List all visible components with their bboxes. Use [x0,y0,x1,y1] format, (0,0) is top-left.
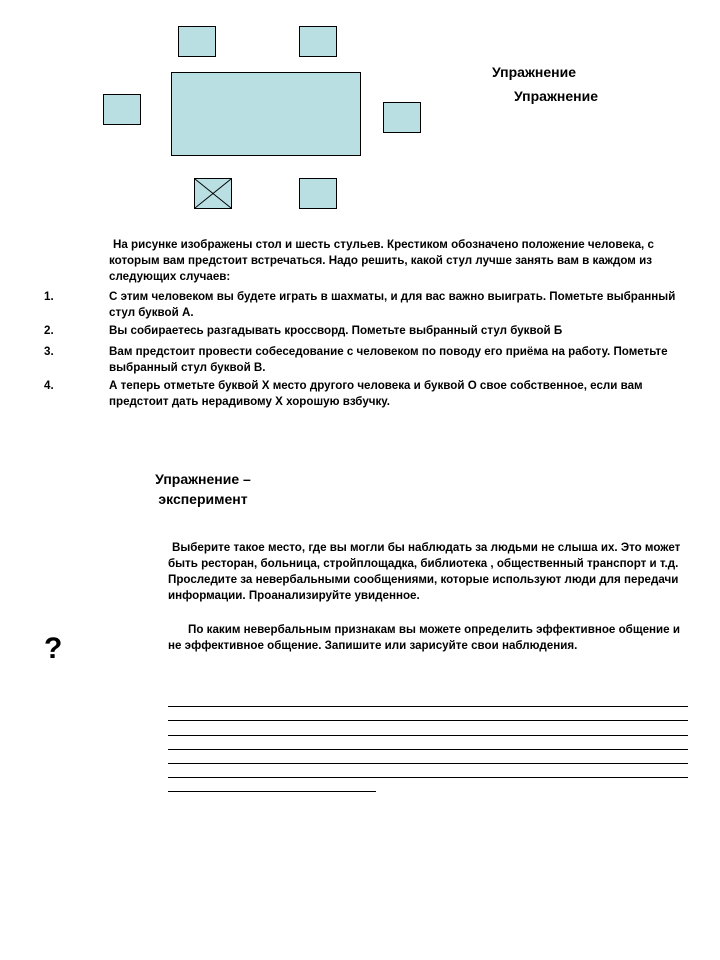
heading-exercise-1: Упражнение [492,64,576,80]
item-text: С этим человеком вы будете играть в шахматы, и для вас важно выиграть. Пометьте выбранный стул буквой А. [109,290,676,319]
heading-exercise-2: Упражнение [514,88,598,104]
chair-left [103,94,141,125]
answer-line [168,778,376,792]
item-number: 1. [44,290,54,303]
answer-lines [168,693,688,792]
item-text: Вам предстоит провести собеседование с человеком по поводу его приёма на работу. Пометьте выбранный стул буквой В. [109,345,668,374]
answer-line [168,693,688,707]
chair-bottom-right [299,178,337,209]
exercise2-paragraph-1: Выберите такое место, где вы могли бы наблюдать за людьми не слыша их. Это может быть ресторан, больница, стройплощадка, библиотека , общественный транспорт и т.д. Проследите за невербальными сообщениями, которые используют люди для передачи информации. Проанализируйте увиденное. [168,541,681,602]
chair-right [383,102,421,133]
cross-mark-icon [195,179,231,208]
chair-top-right [299,26,337,57]
answer-line [168,764,688,778]
table [171,72,361,156]
exercise2-title: Упражнение – эксперимент [155,471,251,507]
item-number: 4. [44,379,54,392]
item-number: 2. [44,324,54,337]
answer-line [168,707,688,721]
exercise1-intro: На рисунке изображены стол и шесть стульев. Крестиком обозначено положение человека, с которым вам предстоит встречаться. Надо решить, какой стул лучше занять вам в каждом из следующих случаев: [109,238,654,283]
chair-top-left [178,26,216,57]
answer-line [168,721,688,735]
chair-bottom-left-crossed [194,178,232,209]
exercise2-paragraph-2: По каким невербальным признакам вы можете определить эффективное общение и не эффективное общение. Запишите или зарисуйте свои наблюдения. [168,623,680,652]
item-number: 3. [44,345,54,358]
answer-line [168,750,688,764]
item-text: Вы собираетесь разгадывать кроссворд. Пометьте выбранный стул буквой Б [109,324,563,337]
answer-line [168,736,688,750]
question-mark: ? [44,632,63,665]
item-text: А теперь отметьте буквой Х место другого человека и буквой О свое собственное, если вам предстоит дать нерадивому Х хорошую взбучку. [109,379,643,408]
